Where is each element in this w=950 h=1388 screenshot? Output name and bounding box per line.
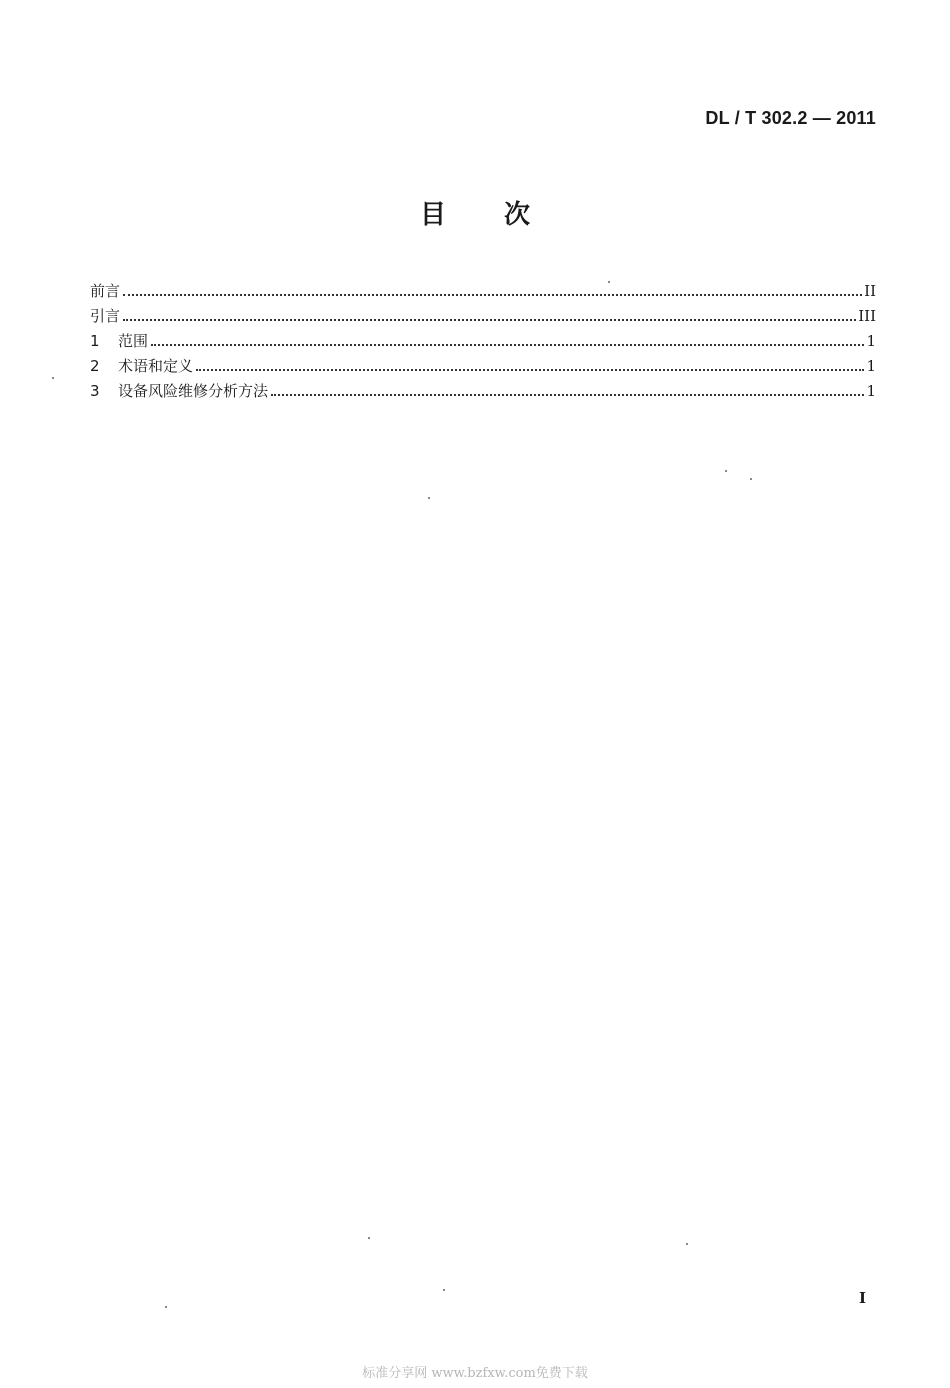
scan-speck (686, 1243, 688, 1245)
toc-entry-page: II (864, 282, 876, 300)
toc-entry-number: 2 (90, 357, 100, 375)
dot-leader (123, 318, 856, 321)
scan-speck (443, 1289, 445, 1291)
toc-entry-label: 术语和定义 (118, 357, 194, 375)
toc-entry-introduction[interactable] (90, 305, 876, 330)
toc-entry-page: 1 (866, 382, 876, 400)
scan-speck (608, 281, 610, 283)
toc-entry-number: 3 (90, 382, 100, 400)
toc-entry-label: 设备风险维修分析方法 (118, 382, 269, 400)
toc-entry-number: 1 (90, 332, 100, 350)
page-title: 目次 (419, 200, 588, 230)
toc-entry-page: 1 (866, 357, 876, 375)
scan-speck (368, 1237, 370, 1239)
toc-entry-label: 引言 (90, 307, 121, 325)
scan-speck (725, 470, 727, 472)
dot-leader (196, 368, 864, 371)
table-of-contents (90, 280, 876, 405)
toc-entry-terms[interactable] (90, 355, 876, 380)
document-code: DL / T 302.2 — 2011 (705, 108, 876, 128)
toc-entry-label: 前言 (90, 282, 121, 300)
toc-entry-scope[interactable] (90, 330, 876, 355)
toc-entry-method[interactable] (90, 380, 876, 405)
page-number: I (858, 1289, 866, 1307)
watermark-text: 标准分享网 www.bzfxw.com免费下载 (362, 1366, 588, 1381)
toc-entry-foreword[interactable] (90, 280, 876, 305)
toc-entry-page: 1 (866, 332, 876, 350)
dot-leader (151, 343, 864, 346)
dot-leader (271, 393, 864, 396)
scan-speck (165, 1306, 167, 1308)
toc-entry-page: III (858, 307, 876, 325)
toc-entry-label: 范围 (118, 332, 149, 350)
scan-speck (750, 478, 752, 480)
dot-leader (123, 293, 862, 296)
scan-speck (428, 497, 430, 499)
scan-speck (52, 377, 54, 379)
